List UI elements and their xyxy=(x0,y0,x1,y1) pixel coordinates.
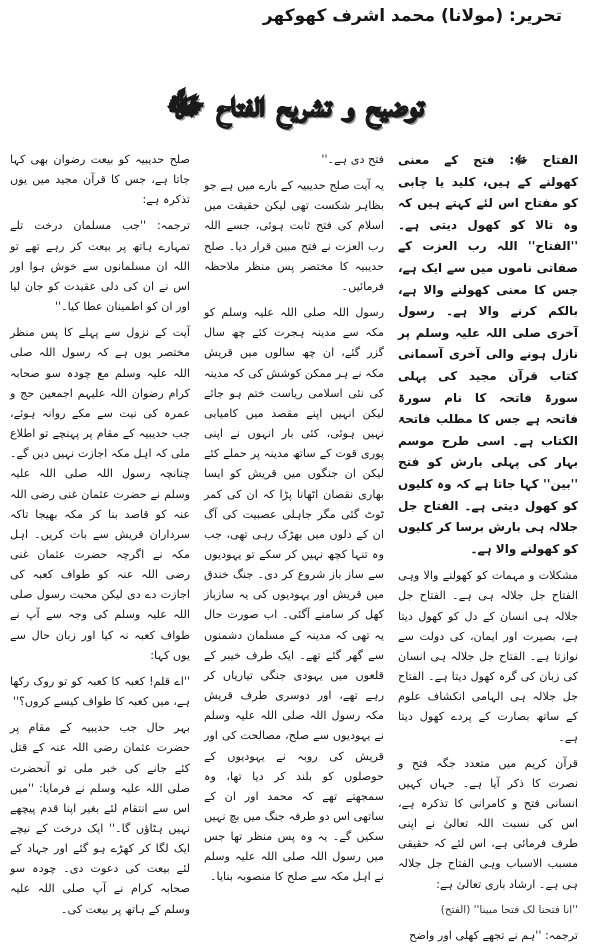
column-paragraph: الفتاح ﷻ: فتح کے معنی کھولنے کے ہیں، کلید یا چابی کو مفتاح اس لئے کہتے ہیں کہ وہ تالا کو کھول دیتی ہے۔ ''الفتاح'' اللہ رب العزت کے صفاتی ناموں میں سے ایک ہے، جس کا معنی کھولنے والا ہے، بالکم کرنے والا ہے۔ رسول آخری صلی اللہ علیہ وسلم پر نازل ہونے والی آخری آسمانی کتاب قرآن مجید کی پہلی سورۃ فاتحہ کا نام سورۃ فاتحہ ہے جس کا مطلب فاتحۃ الکتاب ہے۔ اسی طرح موسم بہار کی پہلی بارش کو فتح ''بین'' کہا جاتا ہے کہ وہ کلیوں کو کھول دیتی ہے۔ الفتاح جل جلالہ ہی بارش برسا کر کلیوں کو کھولنے والا ہے۔ xyxy=(398,153,578,556)
column-paragraph: بہر حال جب حدیبیہ کے مقام پر حضرت عثمان رضی اللہ عنہ کے قتل کئے جانے کی خبر ملی تو آنحضرت صلی اللہ علیہ وسلم نے فرمایا: ''میں اس سے انتقام لئے بغیر اپنا قدم پیچھے نہیں ہٹاؤں گا۔'' ایک درخت کے نیچے ایک لگا کر کھڑے ہو گئے اور جہاد کے لئے بیعت کی دعوت دی۔ چودہ سو صحابہ کرام نے آپ صلی اللہ علیہ وسلم کے ہاتھ پر بیعت کی۔ xyxy=(10,721,190,916)
column-paragraph: صلح حدیبیہ کو بیعت رضوان بھی کہا جاتا ہے، جس کا قرآن مجید میں یوں تذکرہ ہے: xyxy=(10,153,190,207)
article-title-banner xyxy=(60,80,530,136)
article-column-left xyxy=(10,150,190,916)
column-paragraph: مشکلات و مہمات کو کھولنے والا وہی الفتاح جل جلالہ ہی ہے۔ الفتاح جل جلالہ ہی انسان کے دل کو کھول دیتا ہے، بصیرت اور ایمان، کی دولت سے نوازتا ہے۔ الفتاح جل جلالہ ہی انسان کی زبان کی گرہ کھول دیتا ہے۔ الفتاح جل جلالہ ہی الہامی انکشاف علوم کے ساتھ بصارت کے پردے کھول دیتا ہے۔ xyxy=(398,569,578,744)
quranic-quote: ''انا فتحنا لک فتحا مبینا'' (الفتح) xyxy=(440,903,578,916)
article-column-right xyxy=(398,150,578,942)
author-byline: تحریر: (مولانا) محمد اشرف کھوکھر xyxy=(262,6,562,26)
column-paragraph: ترجمہ: ''ہم نے تجھے کھلی اور واضح xyxy=(409,928,578,942)
column-paragraph: ترجمہ: ''جب مسلمان درخت تلے تمہارے ہاتھ پر بیعت کر رہے تھے تو اللہ ان مسلمانوں سے خوش ہوا اور اس نے ان کی دلی عقیدت کو جان لیا اور ان کو اطمینان عطا کیا۔'' xyxy=(10,219,190,314)
article-title: توضیح و تشریح الفتاح ﷻ xyxy=(166,84,424,125)
article-columns xyxy=(10,150,578,942)
article-column-middle xyxy=(204,150,384,884)
column-paragraph: آیت کے نزول سے پہلے کا پس منظر مختصر یوں ہے کہ رسول اللہ صلی اللہ علیہ وسلم مع چودہ سو صحابہ کرام رضوان اللہ علیہم اجمعین حج و عمرہ کی نیت سے مکے روانہ ہوئے، جب حدیبیہ کے مقام پر پہنچے تو اطلاع ملی کہ اہل مکہ اجازت نہیں دیں گے۔ چنانچہ رسول اللہ صلی اللہ علیہ وسلم نے حضرت عثمان غنی رضی اللہ عنہ کو قاصد بنا کر مکہ بھیجا تاکہ سرداران قریش سے بات کریں۔ اہل مکہ نے اگرچہ حضرت عثمان غنی رضی اللہ عنہ کو طواف کعبہ کی اجازت دے دی لیکن محبت رسول صلی اللہ علیہ وسلم کی وجہ سے آپ نے طواف کعبہ نہ کیا اور زبان حال سے یوں کہا: xyxy=(10,326,190,662)
column-paragraph: رسول اللہ صلی اللہ علیہ وسلم کو مکہ سے مدینہ ہجرت کئے چھ سال گزر گئے، ان چھ سالوں میں قریش مکہ نے ہر ممکن کوشش کی کہ مدینہ کی نئی اسلامی ریاست ختم ہو جائے لیکن انہیں اپنے مقصد میں کامیابی نہیں ہوئی، کئی بار انہوں نے اپنی پوری قوت کے ساتھ مدینہ پر حملے کئے لیکن ان جنگوں میں قریش کو ایسا بھاری نقصان اٹھانا پڑا کہ ان کی کمر ٹوٹ گئی مگر جاہلی عصبیت کی آگ ان کے دلوں میں بھڑک رہی تھی، جب وہ تنہا کچھ نہیں کر سکے تو یہودیوں سے ساز باز شروع کر دی۔ جنگ خندق میں قریش اور یہودیوں کی یہ سازباز کھل کر سامنے آگئی۔ اب صورت حال یہ تھی کہ مدینہ کے مسلمان دشمنوں سے گھر گئے تھے۔ ایک طرف خیبر کے قلعوں میں یہودی جنگی تیاریاں کر رہے تھے، اور دوسری طرف قریش مکہ رسول اللہ صلی اللہ علیہ وسلم نے یہودیوں سے صلح، مصالحت کی اور قریش کی روبہ نے یہودیوں کے حوصلوں کو بلند کر دیا تھا، وہ سمجھتے تھے کہ محمد اور ان کے ساتھی اس دو طرفہ جنگ میں بچ نہیں سکیں گے۔ یہ وہ پس منظر تھا جس میں رسول اللہ صلی اللہ علیہ وسلم نے اہل مکہ سے صلح کا منصوبہ بنایا۔ xyxy=(204,306,384,884)
column-paragraph: یہ آیت صلح حدیبیہ کے بارے میں ہے جو بظاہر شکست تھی لیکن حقیقت میں اسلام کی فتح ثابت ہوئی، جسے اللہ رب العزت نے فتح مبین قرار دیا۔ صلح حدیبیہ کا مختصر پس منظر ملاحظہ فرمائیں۔ xyxy=(204,179,384,293)
column-paragraph: فتح دی ہے۔'' xyxy=(321,153,384,166)
column-paragraph: قرآن کریم میں متعدد جگہ فتح و نصرت کا ذکر آیا ہے۔ جہاں کہیں انسانی فتح و کامرانی کا تذکرہ ہے، اس کی نسبت اللہ تعالیٰ نے اپنی طرف فرمائی ہے، اس لئے کہ حقیقی مسبب الاسباب وہی الفتاح جل جلالہ ہی ہے۔ ارشاد باری تعالیٰ ہے: xyxy=(398,756,578,891)
column-paragraph: ''اے قلم! کعبہ کا کعبہ کو تو روک رکھا ہے، میں کعبہ کا طواف کیسے کروں؟'' xyxy=(10,674,190,709)
